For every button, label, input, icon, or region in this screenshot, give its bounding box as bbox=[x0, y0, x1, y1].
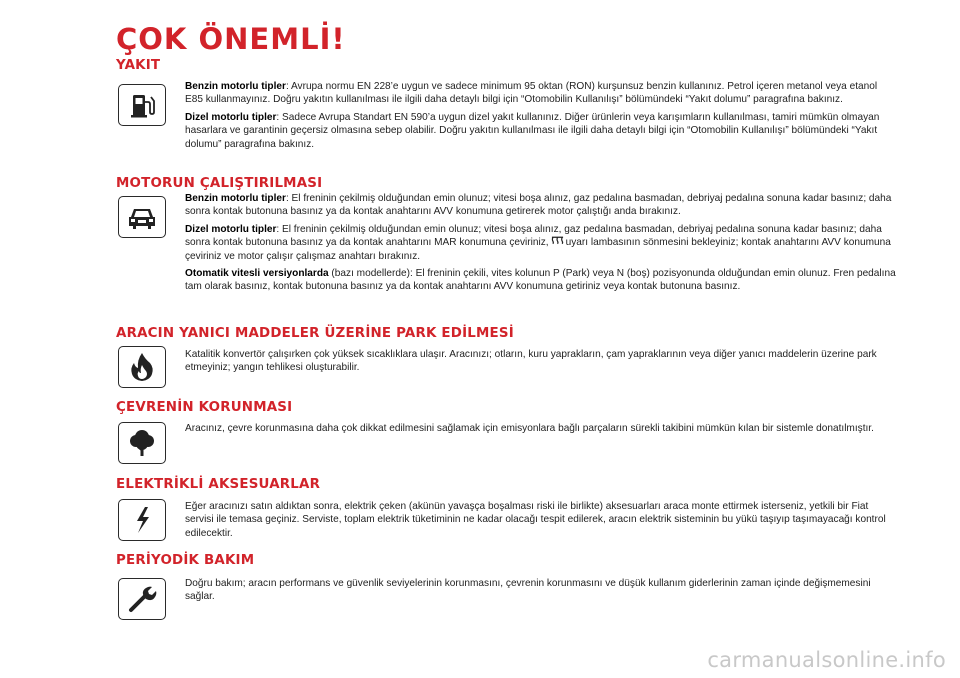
lightning-icon bbox=[118, 499, 166, 541]
section-body-parking bbox=[185, 348, 897, 379]
page-title: ÇOK ÖNEMLİ! bbox=[116, 22, 346, 56]
text-diesel-fuel: : Sadece Avrupa Standart EN 590’a uygun dizel yakıt kullanınız. Diğer ürünlerin veya karışımların kullanılması, tamiri mümkün olmayan hasarlara ve garantinin geçersiz olmasına sebep olabilir. Doğru yakıtın kullanılması ile ilgili daha detaylı bilgi için “Otomobilin Kullanılışı” bölümündeki “Yakıt dolumu” paragrafına bakınız. bbox=[185, 111, 880, 150]
paragraph-fuel-petrol bbox=[185, 80, 897, 107]
text-parking-warning: Katalitik konvertör çalışırken çok yüksek sıcaklıklara ulaşır. Aracınızı; otların, kuru yaprakların, çam yapraklarının veya diğer yanıcı maddelerin üzerine park etmeyiniz; yangın tehlikesi oluşturabilir. bbox=[185, 349, 877, 374]
section-title-engine-start: MOTORUN ÇALIŞTIRILMASI bbox=[116, 176, 323, 191]
text-maintenance: Doğru bakım; aracın performans ve güvenlik seviyelerinin korunmasını, çevrenin korunmasını ve düşük kullanım giderlerinin zaman içinde değişmemesini sağlar. bbox=[185, 578, 871, 603]
car-front-icon bbox=[118, 196, 166, 238]
glow-plug-icon bbox=[551, 236, 564, 245]
text-electrical: Eğer aracınızı satın aldıktan sonra, elektrik çeken (akünün yavaşça boşalması riski ile birlikte) aksesuarları araca monte ettirmek isterseniz, yetkili bir Fiat servisi ile temasa geçiniz. Serviste, toplam elektrik tüketiminin ne kadar olacağı tespit edilerek, aracın elektrik sisteminin bu yükü taşıyıp taşımayacağı kontrol edilecektir. bbox=[185, 501, 886, 539]
label-petrol-models: Benzin motorlu tipler bbox=[185, 81, 286, 92]
section-title-parking: ARACIN YANICI MADDELER ÜZERİNE PARK EDİLMESİ bbox=[116, 326, 514, 341]
section-title-environment: ÇEVRENİN KORUNMASI bbox=[116, 400, 293, 415]
section-title-maintenance: PERİYODİK BAKIM bbox=[116, 553, 255, 568]
section-body-fuel bbox=[185, 80, 897, 155]
label-automatic-models: Otomatik vitesli versiyonlarda bbox=[185, 268, 329, 280]
paragraph-start-diesel bbox=[185, 223, 897, 263]
text-environment: Aracınız, çevre korunmasına daha çok dikkat edilmesini sağlamak için emisyonlara bağlı parçaların sürekli takibini mümkün kılan bir sistemle donatılmıştır. bbox=[185, 423, 874, 434]
text-automatic-start: (bazı modellerde): El freninin çekili, vites kolunun P (Park) veya N (boş) pozisyonunda olduğundan emin olunuz. Fren pedalına tam olarak basınız, kontak butonuna basınız ya da kontak anahtarını AVV konumuna getiriniz veya kontak butonuna basınız. bbox=[185, 268, 896, 293]
fuel-pump-icon bbox=[118, 84, 166, 126]
section-body-environment bbox=[185, 422, 897, 439]
flame-icon bbox=[118, 346, 166, 388]
text-diesel-start-a: : El freninin çekilmiş olduğundan emin olunuz; vitesi boşa alınız, gaz pedalına basmadan, debriyaj pedalına sonuna kadar basınız; daha sonra kontak butonuna basınız ya da kontak anahtarını MAR konumuna çeviriniz, bbox=[185, 223, 882, 249]
paragraph-start-automatic bbox=[185, 267, 897, 294]
paragraph-fuel-diesel bbox=[185, 111, 897, 151]
text-petrol-start: : El freninin çekilmiş olduğundan emin olunuz; vitesi boşa alınız, gaz pedalına basmadan, debriyaj pedalına sonuna kadar basınız; daha sonra kontak butonuna basınız ya da kontak anahtarını AVV konumuna getirerek motor çalıştığı anda bırakınız. bbox=[185, 193, 892, 218]
text-petrol-fuel: : Avrupa normu EN 228’e uygun ve sadece minimum 95 oktan (RON) kurşunsuz benzin kullanınız. Petrol içeren metanol veya etanol E85 kullanmayınız. Doğru yakıtın kullanılması ile ilgili daha detaylı bilgi için “Otomobilin Kullanılışı” bölümündeki “Yakıt dolumu” paragrafına bakınız. bbox=[185, 81, 878, 106]
text-diesel-start-b: uyarı lambasının sönmesini bekleyiniz; kontak anahtarını AVV konumuna çeviriniz ve motor çalışır çalışmaz anahtarı bırakınız. bbox=[185, 237, 891, 262]
label-diesel-models: Dizel motorlu tipler bbox=[185, 111, 277, 123]
section-body-engine-start bbox=[185, 192, 897, 298]
tree-icon bbox=[118, 422, 166, 464]
section-body-maintenance bbox=[185, 577, 897, 608]
section-body-electrical bbox=[185, 500, 897, 544]
label-diesel-models-start: Dizel motorlu tipler bbox=[185, 223, 277, 235]
wrench-icon bbox=[118, 578, 166, 620]
section-title-fuel: YAKIT bbox=[116, 58, 161, 73]
paragraph-start-petrol bbox=[185, 192, 897, 219]
section-title-electrical: ELEKTRİKLİ AKSESUARLAR bbox=[116, 477, 321, 492]
label-petrol-models-start: Benzin motorlu tipler bbox=[185, 193, 286, 204]
watermark: carmanualsonline.info bbox=[707, 648, 946, 672]
